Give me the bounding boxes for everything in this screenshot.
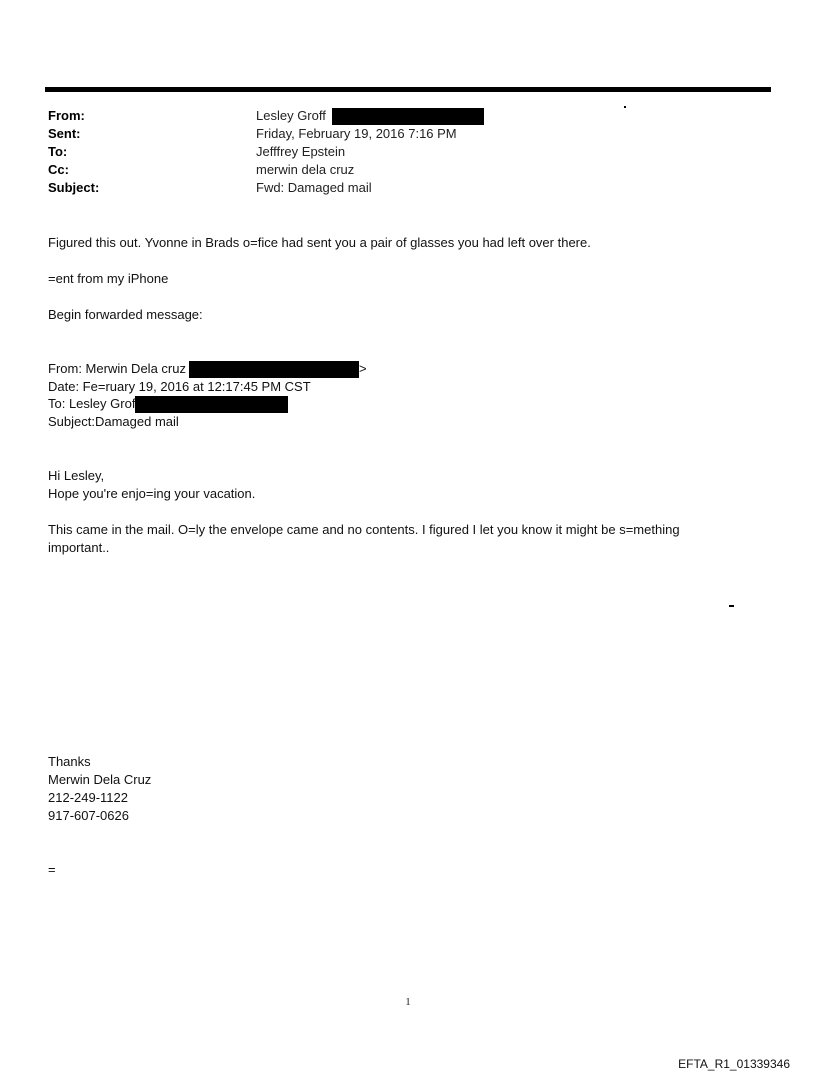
forwarded-to-text: To: Lesley Grof (48, 396, 136, 411)
body-line-1: Figured this out. Yvonne in Brads o=fice had sent you a pair of glasses you had left over there. (48, 235, 591, 250)
message-line-1: Hope you're enjo=ing your vacation. (48, 486, 256, 501)
header-rule (45, 87, 771, 92)
stray-dot (624, 106, 626, 108)
sent-label: Sent: (48, 126, 81, 141)
cc-label: Cc: (48, 162, 69, 177)
forwarded-from-tail: > (358, 361, 367, 376)
greeting: Hi Lesley, (48, 468, 105, 483)
forwarded-date: Date: Fe=ruary 19, 2016 at 12:17:45 PM CST (48, 379, 311, 394)
forwarded-from-text: From: Merwin Dela cruz (48, 361, 186, 376)
from-name: Lesley Groff (256, 108, 326, 123)
subject-label: Subject: (48, 180, 100, 195)
body-line-3: Begin forwarded message: (48, 307, 203, 322)
signature-trailer: = (48, 862, 56, 877)
signature-phone-1: 212-249-1122 (48, 790, 128, 805)
forwarded-from (48, 360, 367, 378)
sent-value: Friday, February 19, 2016 7:16 PM (256, 126, 457, 141)
body-line-2: =ent from my iPhone (48, 271, 169, 286)
signature-phone-2: 917-607-0626 (48, 808, 129, 823)
signature-name: Merwin Dela Cruz (48, 772, 152, 787)
forwarded-to (48, 395, 288, 413)
from-value (256, 107, 484, 125)
cc-value: merwin dela cruz (256, 162, 355, 177)
redaction-box (189, 361, 359, 378)
redaction-box (332, 108, 484, 125)
redaction-box (135, 396, 288, 413)
to-value: Jefffrey Epstein (256, 144, 346, 159)
message-paragraph: This came in the mail. O=ly the envelope came and no contents. I figured I let you know it might be s=mething important.. (48, 522, 680, 555)
signature-thanks: Thanks (48, 754, 91, 769)
document-id: EFTA_R1_01339346 (678, 1057, 790, 1071)
from-label: From: (48, 108, 85, 123)
forwarded-subject: Subject:Damaged mail (48, 414, 179, 429)
to-label: To: (48, 144, 68, 159)
stray-dash (729, 605, 734, 607)
subject-value: Fwd: Damaged mail (256, 180, 372, 195)
page-number: 1 (405, 996, 411, 1008)
